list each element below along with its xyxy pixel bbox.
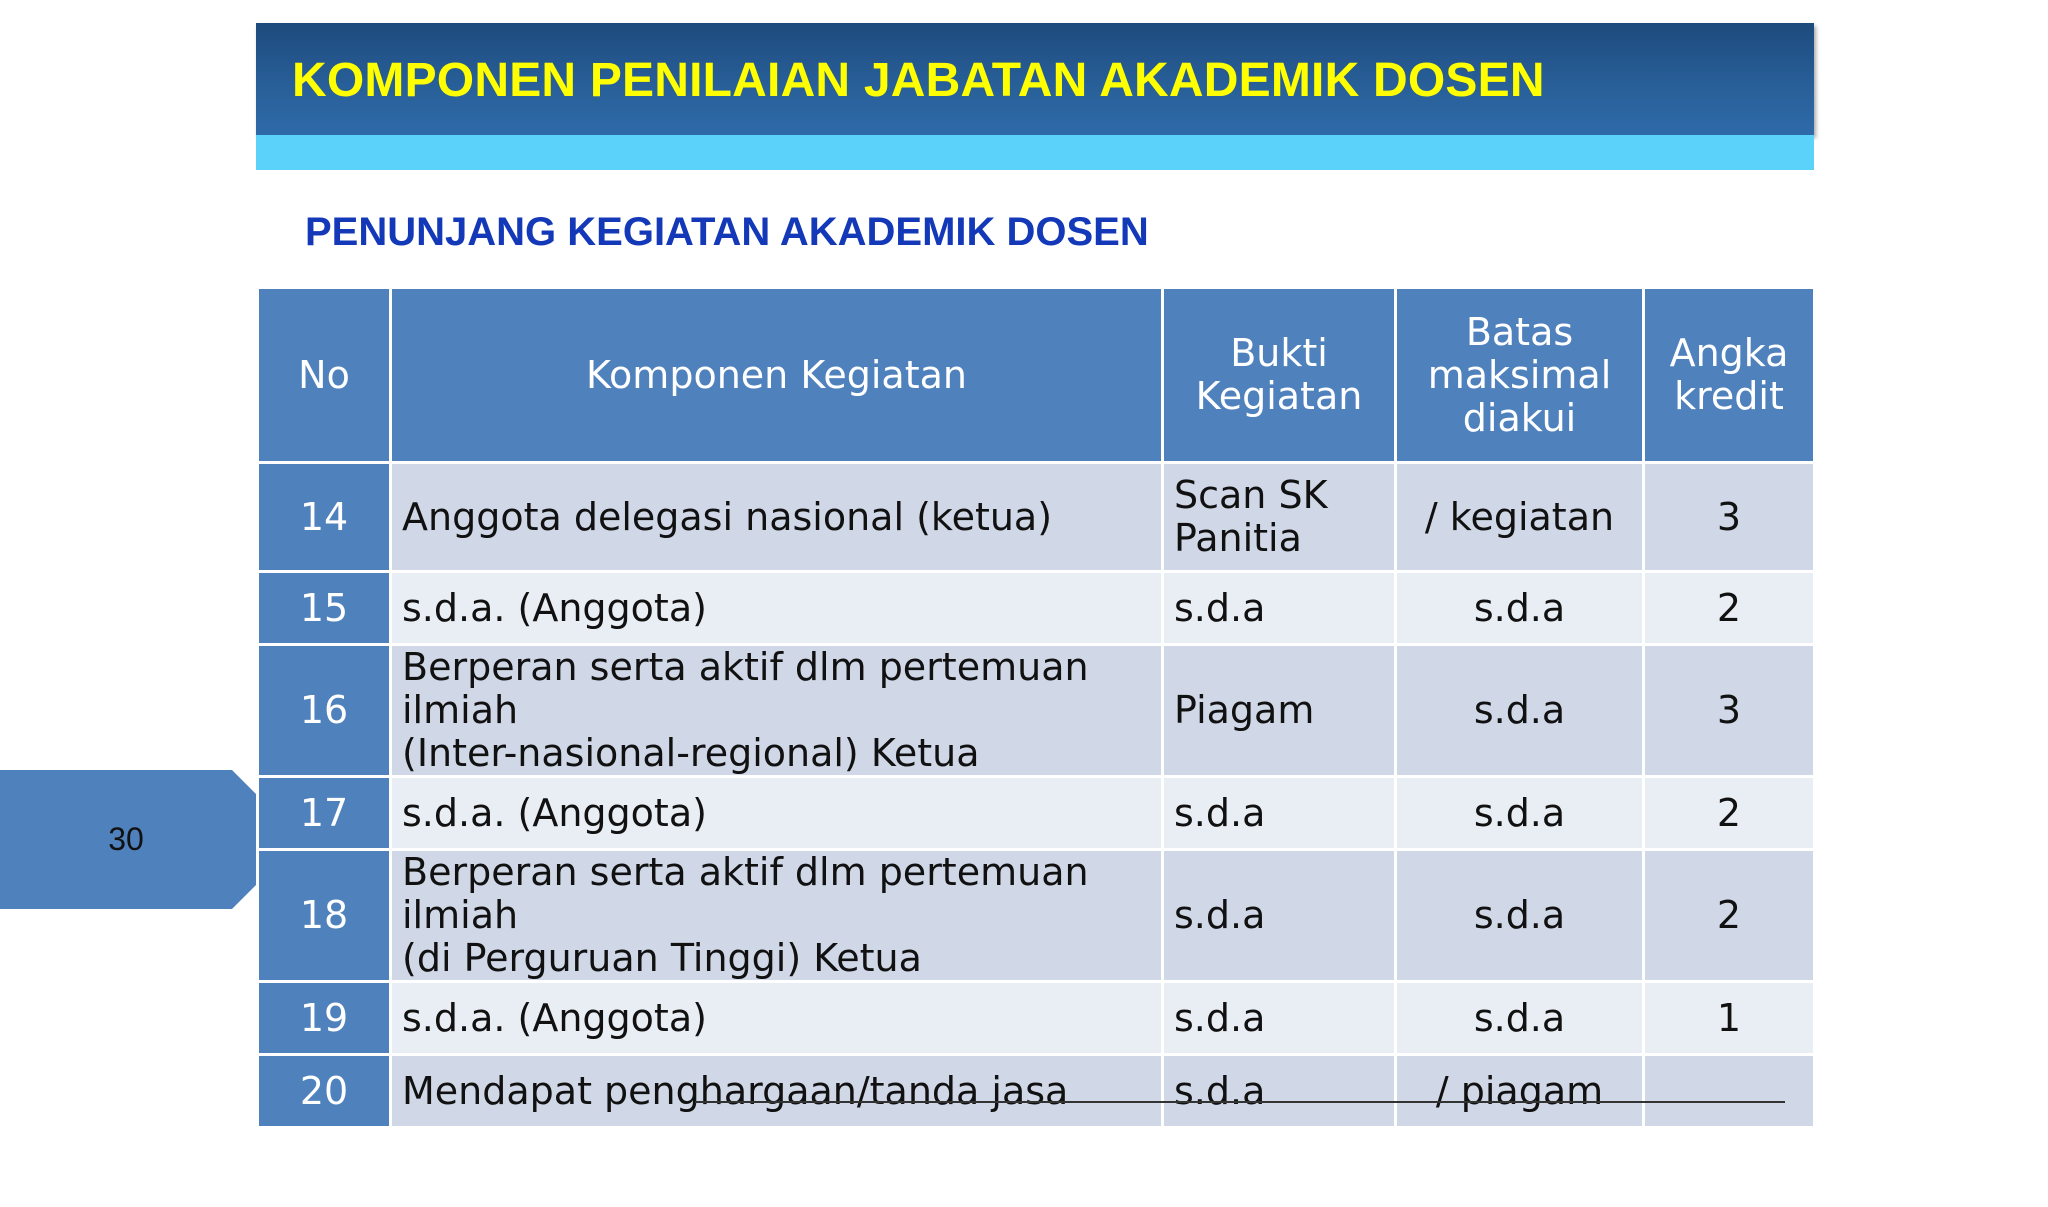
header-batas-line2: maksimal: [1427, 352, 1612, 397]
cell-komponen-line1: Mendapat penghargaan/tanda jasa: [402, 1068, 1069, 1113]
slide-number: 30: [108, 821, 144, 857]
cell-batas: / piagam: [1396, 1055, 1644, 1128]
table-row: [258, 463, 1815, 572]
cell-angka: 3: [1644, 463, 1815, 572]
cell-bukti-line1: s.d.a: [1174, 585, 1266, 630]
cell-no: 15: [258, 572, 391, 645]
header-bukti-line2: Kegiatan: [1195, 374, 1363, 418]
cell-komponen: [391, 777, 1163, 850]
slide-subtitle: PENUNJANG KEGIATAN AKADEMIK DOSEN: [305, 210, 1149, 254]
header-komponen-label: Komponen Kegiatan: [586, 352, 967, 397]
cell-batas: s.d.a: [1396, 850, 1644, 982]
table-row: [258, 645, 1815, 777]
cell-batas: / kegiatan: [1396, 463, 1644, 572]
cell-komponen: [391, 572, 1163, 645]
cell-angka: 2: [1644, 572, 1815, 645]
slide-number-tab: [0, 770, 256, 909]
header-komponen: [391, 288, 1163, 463]
cell-batas: s.d.a: [1396, 645, 1644, 777]
cell-komponen-line1: Berperan serta aktif dlm pertemuan ilmiah: [402, 850, 1089, 937]
cell-no: 18: [258, 850, 391, 982]
cell-bukti-line1: s.d.a: [1174, 790, 1266, 835]
cell-bukti: [1163, 572, 1396, 645]
cell-angka: [1644, 1055, 1815, 1128]
header-angka: [1644, 288, 1815, 463]
header-batas-line3: diakui: [1462, 395, 1577, 440]
title-banner: [256, 23, 1814, 135]
cell-no: 19: [258, 982, 391, 1055]
cell-bukti-line1: Piagam: [1174, 688, 1315, 732]
cell-komponen: [391, 463, 1163, 572]
cell-angka: 3: [1644, 645, 1815, 777]
cell-bukti: [1163, 850, 1396, 982]
cell-komponen-line1: s.d.a. (Anggota): [402, 790, 707, 835]
header-angka-line1: Angka: [1669, 331, 1789, 375]
cell-komponen-line2: (Inter-nasional-regional) Ketua: [402, 731, 980, 775]
cell-batas: s.d.a: [1396, 777, 1644, 850]
cell-no: 17: [258, 777, 391, 850]
cell-komponen: [391, 982, 1163, 1055]
cell-angka: 1: [1644, 982, 1815, 1055]
header-batas-line1: Batas: [1465, 309, 1574, 354]
table-row: [258, 777, 1815, 850]
header-batas: [1396, 288, 1644, 463]
table-row: [258, 982, 1815, 1055]
penunjang-table: [256, 286, 1816, 1129]
cell-bukti-line1: Scan SK: [1174, 473, 1328, 517]
title-underbar: [256, 135, 1814, 170]
cell-komponen: [391, 850, 1163, 982]
cell-bukti-line1: s.d.a: [1174, 1068, 1266, 1113]
table-row: [258, 572, 1815, 645]
cell-komponen-line1: s.d.a. (Anggota): [402, 585, 707, 630]
cell-bukti: [1163, 463, 1396, 572]
cell-komponen-line1: s.d.a. (Anggota): [402, 995, 707, 1040]
cell-komponen: [391, 645, 1163, 777]
bottom-divider-line: [695, 1101, 1785, 1103]
cell-angka: 2: [1644, 777, 1815, 850]
header-bukti-line1: Bukti: [1230, 331, 1328, 375]
cell-bukti: [1163, 645, 1396, 777]
cell-komponen-line1: Anggota delegasi nasional (ketua): [402, 494, 1053, 539]
cell-no: 20: [258, 1055, 391, 1128]
cell-angka: 2: [1644, 850, 1815, 982]
cell-komponen: [391, 1055, 1163, 1128]
cell-bukti: [1163, 1055, 1396, 1128]
table-header-row: [258, 288, 1815, 463]
cell-komponen-line1: Berperan serta aktif dlm pertemuan ilmiah: [402, 645, 1089, 732]
cell-bukti-line1: s.d.a: [1174, 995, 1266, 1040]
cell-bukti-line2: Panitia: [1174, 516, 1302, 560]
cell-bukti: [1163, 982, 1396, 1055]
table-row: [258, 1055, 1815, 1128]
header-angka-line2: kredit: [1674, 374, 1784, 418]
cell-bukti-line1: s.d.a: [1174, 893, 1266, 937]
cell-bukti: [1163, 777, 1396, 850]
cell-no: 16: [258, 645, 391, 777]
header-bukti: [1163, 288, 1396, 463]
cell-batas: s.d.a: [1396, 572, 1644, 645]
cell-batas: s.d.a: [1396, 982, 1644, 1055]
table-row: [258, 850, 1815, 982]
header-no: [258, 288, 391, 463]
header-no-label: No: [298, 352, 350, 397]
slide-title: KOMPONEN PENILAIAN JABATAN AKADEMIK DOSEN: [292, 54, 1545, 107]
cell-komponen-line2: (di Perguruan Tinggi) Ketua: [402, 936, 922, 980]
cell-no: 14: [258, 463, 391, 572]
